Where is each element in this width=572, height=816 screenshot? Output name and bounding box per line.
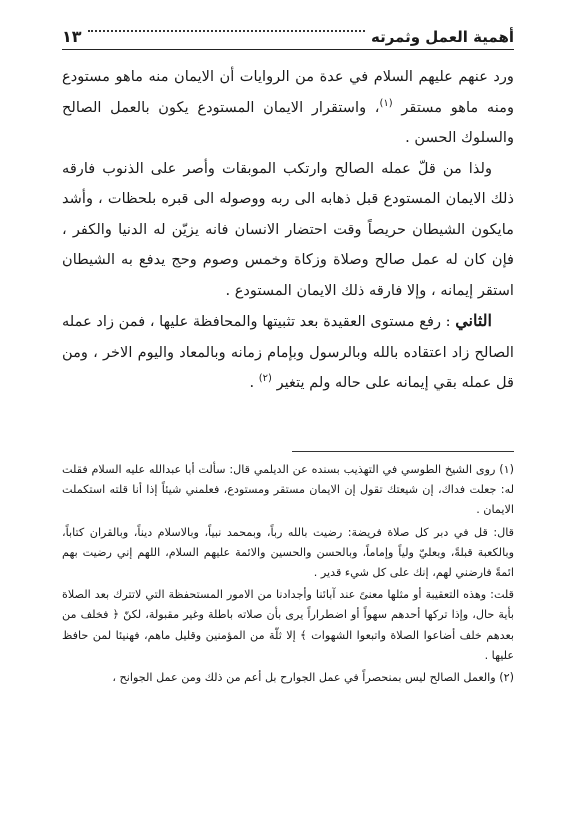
footnote-ref-1: (١) <box>379 97 393 109</box>
main-text <box>62 62 514 399</box>
paragraph-1-text-b: ، واستقرار الايمان المستودع يكون بالعمل الصالح والسلوك الحسن . <box>62 98 514 146</box>
footnote-1-part-b: قال: قل في دبر كل صلاة فريضة: رضيت بالله رباً، وبمحمد نبياً، وبالاسلام ديناً، وبالقران كتاباً، وبالكعبة قبلةً، وبعليّ ولياً وإماماً، وبالحسن والحسين والائمة عليهم السلام، اللهم إني رضيت بهم ائمةً فارضني لهم، إنك على كل شيء قدير . <box>62 525 514 580</box>
footnote-1-part-c: قلت: وهذه التعقيبة أو مثلها معنىً عند آبائنا وأجدادنا من الامور المستحفظة التي لاتترك بعد الصلاة بأية حال، وإذا تركها أحدهم سهواً أو اضطراراً يرى بأن صلاته باطلة وغير مقبولة، لكنّ ﴿ فخلف من بعدهم خلف أضاعوا الصلاة واتبعوا الشهوات ﴾ إلا ثلّة من المؤمنين وقليل ماهم، فهنيئا لمن حافظ عليها . <box>62 588 514 662</box>
paragraph-2: ولذا من قلّ عمله الصالح وارتكب الموبقات وأصر على الذنوب فارقه ذلك الايمان المستودع قبل ذهابه الى ربه ووصوله الى قبره بلحظات ، وأشد مايكون الشيطان حريصاً وقت احتضار الانسان فانه يزيّن له الدنيا والكفر ، فإن كان له عمل صالح وصلاة وزكاة وخمس وصوم وحج يدفع به الشيطان استقر إيمانه ، وإلا فارقه ذلك الايمان المستودع . <box>62 159 514 299</box>
paragraph-3-lead: الثاني <box>455 311 492 330</box>
footnotes <box>62 460 514 688</box>
leader-dots <box>88 30 365 32</box>
footnote-divider <box>292 451 514 452</box>
paragraph-1-text-a: ورد عنهم عليهم السلام في عدة من الروايات أن الايمان منه ماهو مستودع ومنه ماهو مستقر <box>62 68 514 116</box>
paragraph-1 <box>62 62 514 154</box>
running-header <box>62 16 514 50</box>
paragraph-3-text-b: . <box>249 374 259 391</box>
footnote-ref-2: (٢) <box>258 373 272 385</box>
footnote-1-part-a: (١) روى الشيخ الطوسي في التهذيب بسنده عن الديلمي قال: سألت أبا عبدالله عليه السلام فقلت له: جعلت فداك، إن شيعتك تقول إن الايمان مستقر ومستودع، فعلمني شيئاً إذا أنا قلته استكملت الايمان . <box>62 463 514 517</box>
footnote-2: (٢) والعمل الصالح ليس بمنحصراً في عمل الجوارح بل أعم من ذلك ومن عمل الجوانح ، <box>112 671 514 685</box>
paragraph-3-text-a: : رفع مستوى العقيدة بعد تثبيتها والمحافظة عليها ، فمن زاد عمله الصالح زاد اعتقاده بالله وبالرسول وبإمام زمانه وبالمعاد واليوم الاخر ، ومن قل عمله بقي إيمانه على حاله ولم يتغير <box>61 313 514 391</box>
paragraph-3 <box>62 306 514 399</box>
running-head-title: أهمية العمل وثمرته <box>370 28 514 46</box>
page-number: ١٣ <box>62 27 82 46</box>
